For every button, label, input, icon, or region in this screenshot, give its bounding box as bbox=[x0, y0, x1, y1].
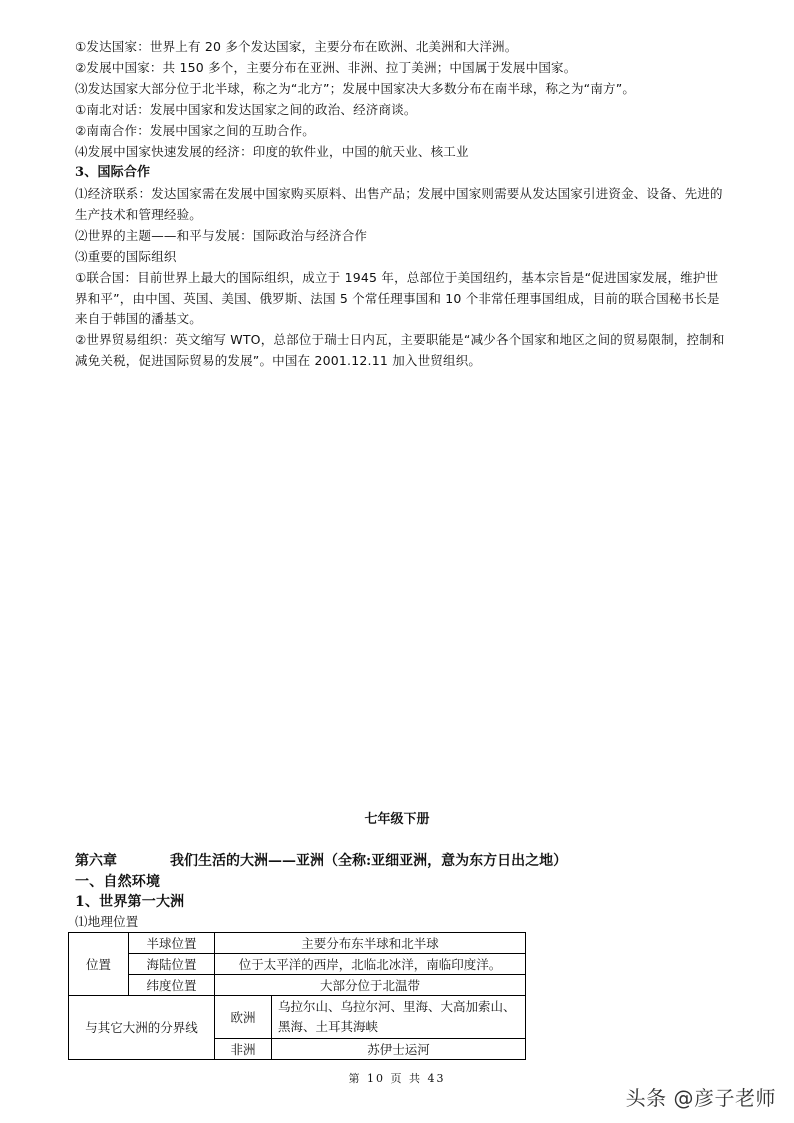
table-cell-row-value: 大部分位于北温带 bbox=[215, 975, 526, 996]
chapter-heading bbox=[75, 850, 567, 870]
text-line-north-south-distribution: ⑶发达国家大部分位于北半球，称之为“北方”；发展中国家决大多数分布在南半球，称之为“南方”。 bbox=[75, 81, 636, 96]
chapter-title: 我们生活的大洲——亚洲（全称:亚细亚洲，意为东方日出之地） bbox=[170, 853, 568, 869]
text-line-developed-countries: ①发达国家：世界上有 20 多个发达国家，主要分布在欧洲、北美洲和大洋洲。 bbox=[75, 39, 518, 54]
book-title: 七年级下册 bbox=[364, 812, 430, 827]
paragraph-united-nations: ①联合国：目前世界上最大的国际组织，成立于 1945 年，总部位于美国纽约，基本宗旨是“促进国家发展，维护世界和平”，由中国、英国、美国、俄罗斯、法国 5 个常任理事国和 10 个非常任理事国组成，目前的联合国秘书长是来自于韩国的潘基文。 bbox=[75, 270, 720, 326]
table-row bbox=[69, 933, 526, 954]
paragraph-international-orgs: ⑶重要的国际组织 bbox=[75, 249, 177, 264]
paragraph-economic-ties: ⑴经济联系：发达国家需在发展中国家购买原料、出售产品；发展中国家则需要从发达国家引进资金、设备、先进的生产技术和管理经验。 bbox=[75, 186, 723, 222]
table-row bbox=[69, 996, 526, 1039]
text-line-north-south-dialogue: ①南北对话：发展中国家和发达国家之间的政治、经济商谈。 bbox=[75, 102, 417, 117]
paragraph-wto: ②世界贸易组织：英文缩写 WTO，总部位于瑞士日内瓦，主要职能是“减少各个国家和地区之间的贸易限制，控制和减免关税，促进国际贸易的发展”。中国在 2001.12.11 加入世贸组织。 bbox=[75, 332, 725, 368]
table-cell-row-value: 主要分布东半球和北半球 bbox=[215, 933, 526, 954]
table-cell-continent: 非洲 bbox=[215, 1039, 272, 1060]
table-row bbox=[69, 954, 526, 975]
table-row bbox=[69, 975, 526, 996]
text-line-south-south-cooperation: ②南南合作：发展中国家之间的互助合作。 bbox=[75, 123, 316, 138]
table-cell-row-label: 纬度位置 bbox=[129, 975, 215, 996]
table-cell-boundary-value: 乌拉尔山、乌拉尔河、里海、大高加索山、黑海、土耳其海峡 bbox=[272, 996, 526, 1039]
text-line-developing-countries: ②发展中国家：共 150 多个，主要分布在亚洲、非洲、拉丁美洲；中国属于发展中国家。 bbox=[75, 60, 577, 75]
table-cell-row-label: 海陆位置 bbox=[129, 954, 215, 975]
text-line-fast-growing-economies: ⑷发展中国家快速发展的经济：印度的软件业，中国的航天业、核工业 bbox=[75, 144, 469, 159]
paragraph-world-theme: ⑵世界的主题——和平与发展：国际政治与经济合作 bbox=[75, 228, 368, 243]
table-cell-position-label: 位置 bbox=[69, 933, 129, 996]
chapter-number: 第六章 bbox=[75, 853, 117, 869]
section-heading-international-cooperation: 3、国际合作 bbox=[75, 165, 151, 180]
table-cell-row-value: 位于太平洋的西岸，北临北冰洋，南临印度洋。 bbox=[215, 954, 526, 975]
watermark: 头条 @彦子老师 bbox=[625, 1086, 776, 1110]
item-label-geographic-location: ⑴地理位置 bbox=[75, 914, 139, 929]
page-number: 第 10 页 共 43 bbox=[348, 1072, 446, 1085]
table-cell-boundary-value: 苏伊士运河 bbox=[272, 1039, 526, 1060]
table-cell-boundary-label: 与其它大洲的分界线 bbox=[69, 996, 215, 1060]
geographic-location-table bbox=[68, 932, 526, 1060]
section-heading-natural-environment: 一、自然环境 bbox=[75, 874, 161, 890]
subsection-heading-largest-continent: 1、世界第一大洲 bbox=[75, 894, 185, 910]
table-cell-row-label: 半球位置 bbox=[129, 933, 215, 954]
table-cell-continent: 欧洲 bbox=[215, 996, 272, 1039]
